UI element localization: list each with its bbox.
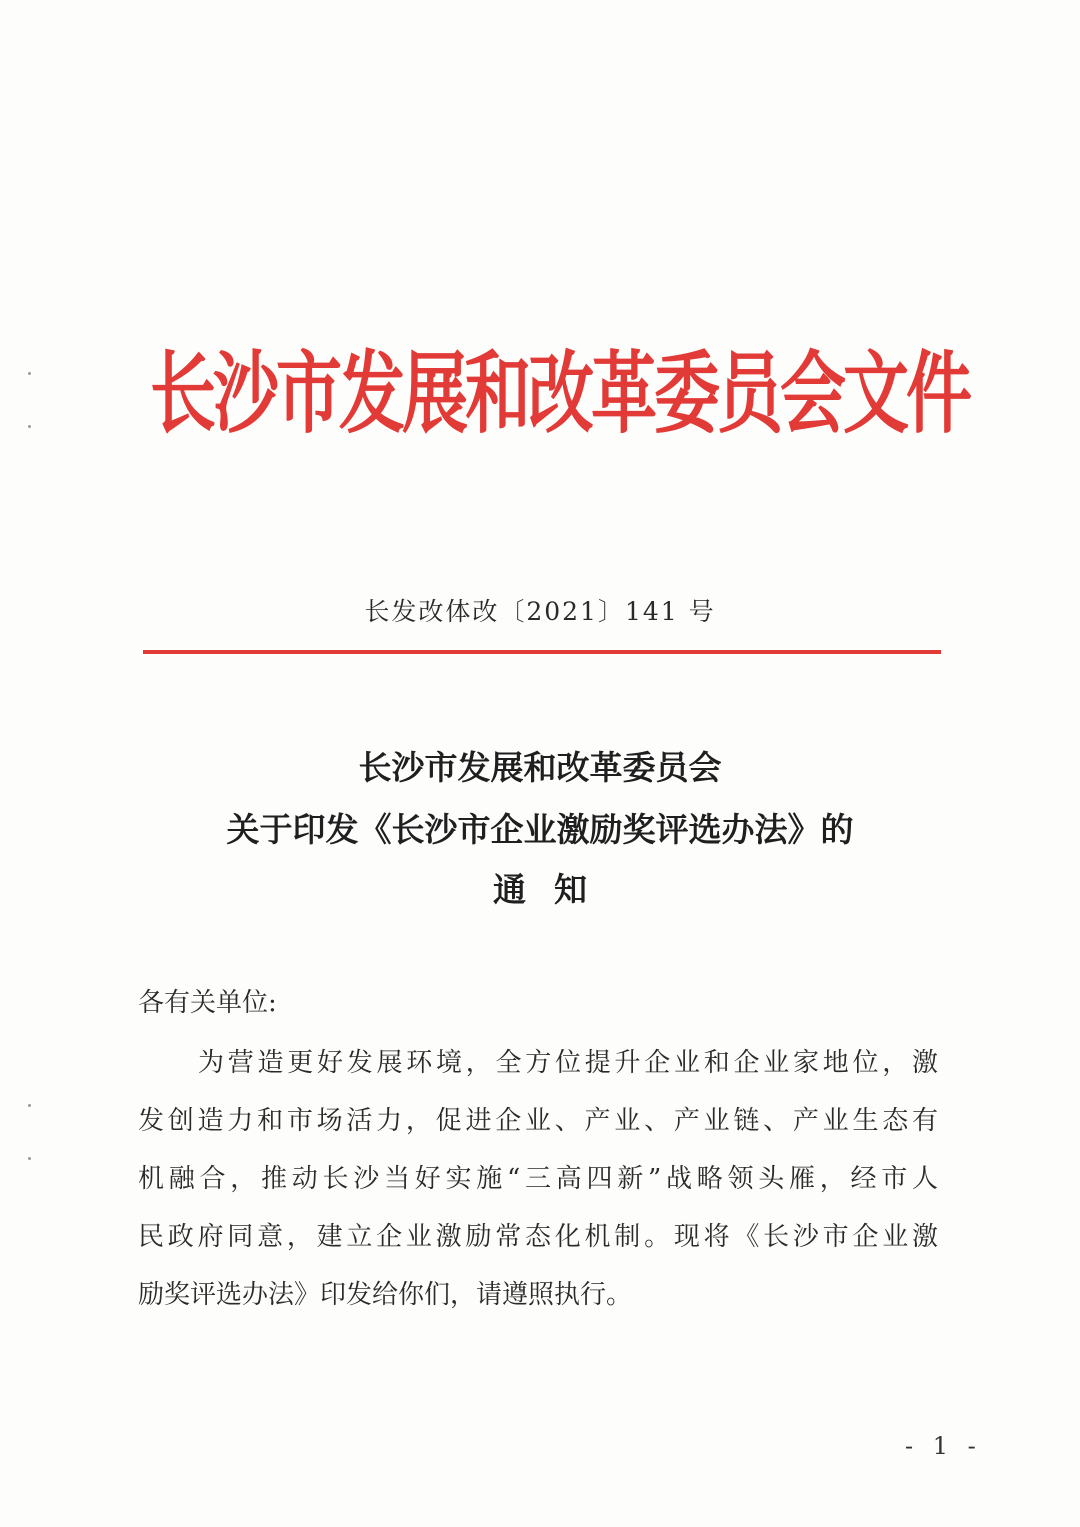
scan-speck	[28, 372, 31, 375]
body-paragraph-line: 励奖评选办法》印发给你们，请遵照执行。	[138, 1280, 633, 1310]
notice-title-line-3: 通知	[493, 870, 615, 909]
body-paragraph-line: 机融合，推动长沙当好实施“三高四新”战略领头雁，经市人	[138, 1164, 938, 1194]
notice-title-line-2: 关于印发《长沙市企业激励奖评选办法》的	[226, 810, 854, 849]
body-paragraph-line: 民政府同意，建立企业激励常态化机制。现将《长沙市企业激	[138, 1222, 938, 1252]
body-paragraph-line: 发创造力和市场活力，促进企业、产业、产业链、产业生态有	[138, 1106, 938, 1136]
page-number: - 1 -	[905, 1432, 982, 1460]
scan-speck	[28, 1104, 31, 1107]
red-divider-rule	[143, 650, 941, 654]
scan-speck	[28, 1157, 31, 1160]
salutation: 各有关单位:	[138, 988, 277, 1018]
scan-speck	[28, 425, 31, 428]
body-paragraph-line: 为营造更好发展环境，全方位提升企业和企业家地位，激	[198, 1048, 938, 1078]
document-number: 长发改体改〔2021〕141 号	[364, 597, 716, 626]
document-masthead: 长沙市发展和改革委员会文件	[150, 341, 969, 446]
notice-title-line-1: 长沙市发展和改革委员会	[358, 748, 722, 787]
